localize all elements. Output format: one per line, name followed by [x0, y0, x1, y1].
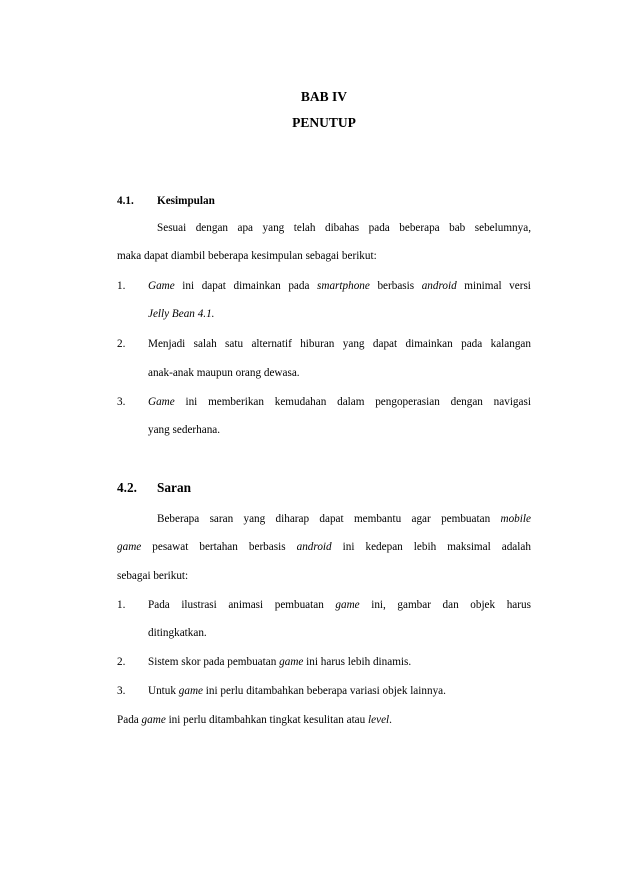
suggestion-3-number: 3.: [117, 685, 126, 697]
section-1-intro-line-1: Sesuai dengan apa yang telah dibahas pada beberapa bab sebelumnya,: [157, 222, 531, 234]
suggestion-1-line-1: Pada ilustrasi animasi pembuatan game ini, gambar dan objek harus: [148, 599, 531, 611]
conclusion-3-line-2: yang sederhana.: [148, 424, 221, 436]
conclusion-1-number: 1.: [117, 280, 126, 292]
closing-sentence: Pada game ini perlu ditambahkan tingkat kesulitan atau level.: [117, 714, 392, 726]
section-1-number: 4.1.: [117, 195, 134, 207]
conclusion-2-line-2: anak-anak maupun orang dewasa.: [148, 367, 300, 379]
suggestion-2-number: 2.: [117, 656, 126, 668]
chapter-number: BAB IV: [300, 89, 348, 104]
suggestion-1-number: 1.: [117, 599, 126, 611]
conclusion-2-line-1: Menjadi salah satu alternatif hiburan yang dapat dimainkan pada kalangan: [148, 338, 531, 350]
conclusion-2-number: 2.: [117, 338, 126, 350]
section-2-number: 4.2.: [117, 480, 137, 495]
section-1-title: Kesimpulan: [157, 195, 215, 207]
chapter-title: PENUTUP: [292, 115, 356, 130]
suggestion-2-text: Sistem skor pada pembuatan game ini harus lebih dinamis.: [148, 656, 412, 668]
conclusion-1-line-2: Jelly Bean 4.1.: [148, 308, 215, 320]
suggestion-3-text: Untuk game ini perlu ditambahkan beberapa variasi objek lainnya.: [148, 685, 446, 697]
section-2-title: Saran: [157, 480, 191, 495]
conclusion-3-line-1: Game ini memberikan kemudahan dalam pengoperasian dengan navigasi: [148, 396, 531, 408]
section-2-intro-line-2: game pesawat bertahan berbasis android ini kedepan lebih maksimal adalah: [117, 541, 531, 553]
conclusion-3-number: 3.: [117, 396, 126, 408]
section-2-intro-line-3: sebagai berikut:: [117, 570, 189, 582]
suggestion-1-line-2: ditingkatkan.: [148, 627, 207, 639]
section-2-intro-line-1: Beberapa saran yang diharap dapat membantu agar pembuatan mobile: [157, 513, 531, 525]
conclusion-1-line-1: Game ini dapat dimainkan pada smartphone berbasis android minimal versi: [148, 280, 531, 292]
section-1-intro-line-2: maka dapat diambil beberapa kesimpulan sebagai berikut:: [117, 250, 377, 262]
